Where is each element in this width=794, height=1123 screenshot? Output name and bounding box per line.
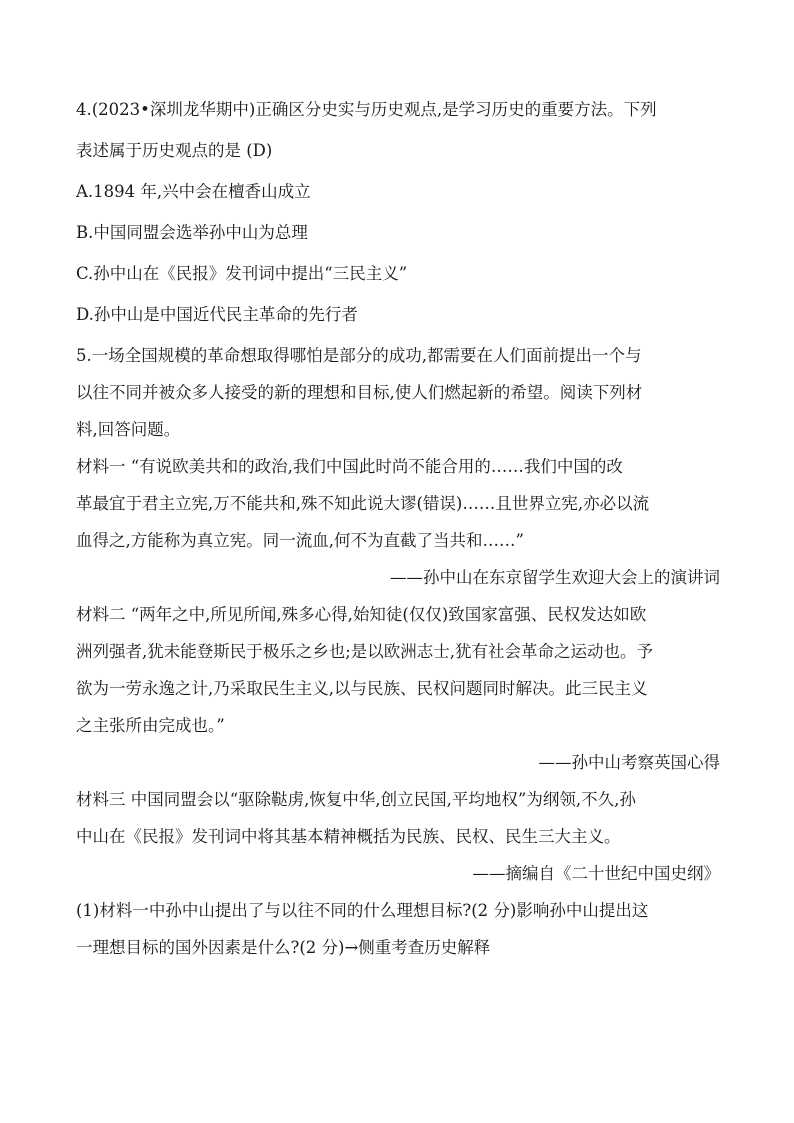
document-page <box>76 100 720 958</box>
question-4-stem-line-2: 表述属于历史观点的是 (D) <box>76 141 273 160</box>
material-1-line-3: 血得之,方能称为真立宪。同一流血,何不为直截了当共和……” <box>76 531 524 550</box>
question-4 <box>76 100 720 325</box>
question-5-intro-line-3: 料,回答问题。 <box>76 420 181 439</box>
sub-question-1-line-1: (1)材料一中孙中山提出了与以往不同的什么理想目标?(2 分)影响孙中山提出这 <box>76 901 649 920</box>
question-4-stem-line-1: 4.(2023•深圳龙华期中)正确区分史实与历史观点,是学习历史的重要方法。下列 <box>76 100 657 119</box>
material-1-line-1: 材料一 “有说欧美共和的政治,我们中国此时尚不能合用的……我们中国的改 <box>76 457 623 476</box>
question-5-intro-line-1: 5.一场全国规模的革命想取得哪怕是部分的成功,都需要在人们面前提出一个与 <box>76 346 642 365</box>
material-2-line-3: 欲为一劳永逸之计,乃采取民生主义,以与民族、民权问题同时解决。此三民主义 <box>76 679 648 698</box>
sub-question-1 <box>76 901 720 958</box>
material-3-source: ——摘编自《二十世纪中国史纲》 <box>472 864 720 883</box>
option-a: A.1894 年,兴中会在檀香山成立 <box>76 182 311 201</box>
material-2-source: ——孙中山考察英国心得 <box>538 753 720 772</box>
material-2-line-1: 材料二 “两年之中,所见所闻,殊多心得,始知徒(仅仅)致国家富强、民权发达如欧 <box>76 605 647 624</box>
material-1-source: ——孙中山在东京留学生欢迎大会上的演讲词 <box>390 568 720 587</box>
sub-question-1-line-2: 一理想目标的国外因素是什么?(2 分)→侧重考查历史解释 <box>76 938 491 957</box>
material-2-line-4: 之主张所由完成也。” <box>76 716 225 735</box>
material-3 <box>76 790 720 884</box>
material-3-line-2: 中山在《民报》发刊词中将其基本精神概括为民族、民权、民生三大主义。 <box>76 827 621 846</box>
material-2 <box>76 605 720 773</box>
material-1-line-2: 革最宜于君主立宪,万不能共和,殊不知此说大谬(错误)……且世界立宪,亦必以流 <box>76 494 650 513</box>
question-5 <box>76 346 720 958</box>
material-1 <box>76 457 720 588</box>
option-b: B.中国同盟会选举孙中山为总理 <box>76 223 308 242</box>
material-3-line-1: 材料三 中国同盟会以“驱除鞑虏,恢复中华,创立民国,平均地权”为纲领,不久,孙 <box>76 790 636 809</box>
question-5-intro-line-2: 以往不同并被众多人接受的新的理想和目标,使人们燃起新的希望。阅读下列材 <box>76 383 643 402</box>
option-d: D.孙中山是中国近代民主革命的先行者 <box>76 305 358 324</box>
option-c: C.孙中山在《民报》发刊词中提出“三民主义” <box>76 264 408 283</box>
material-2-line-2: 洲列强者,犹未能登斯民于极乐之乡也;是以欧洲志士,犹有社会革命之运动也。予 <box>76 642 654 661</box>
